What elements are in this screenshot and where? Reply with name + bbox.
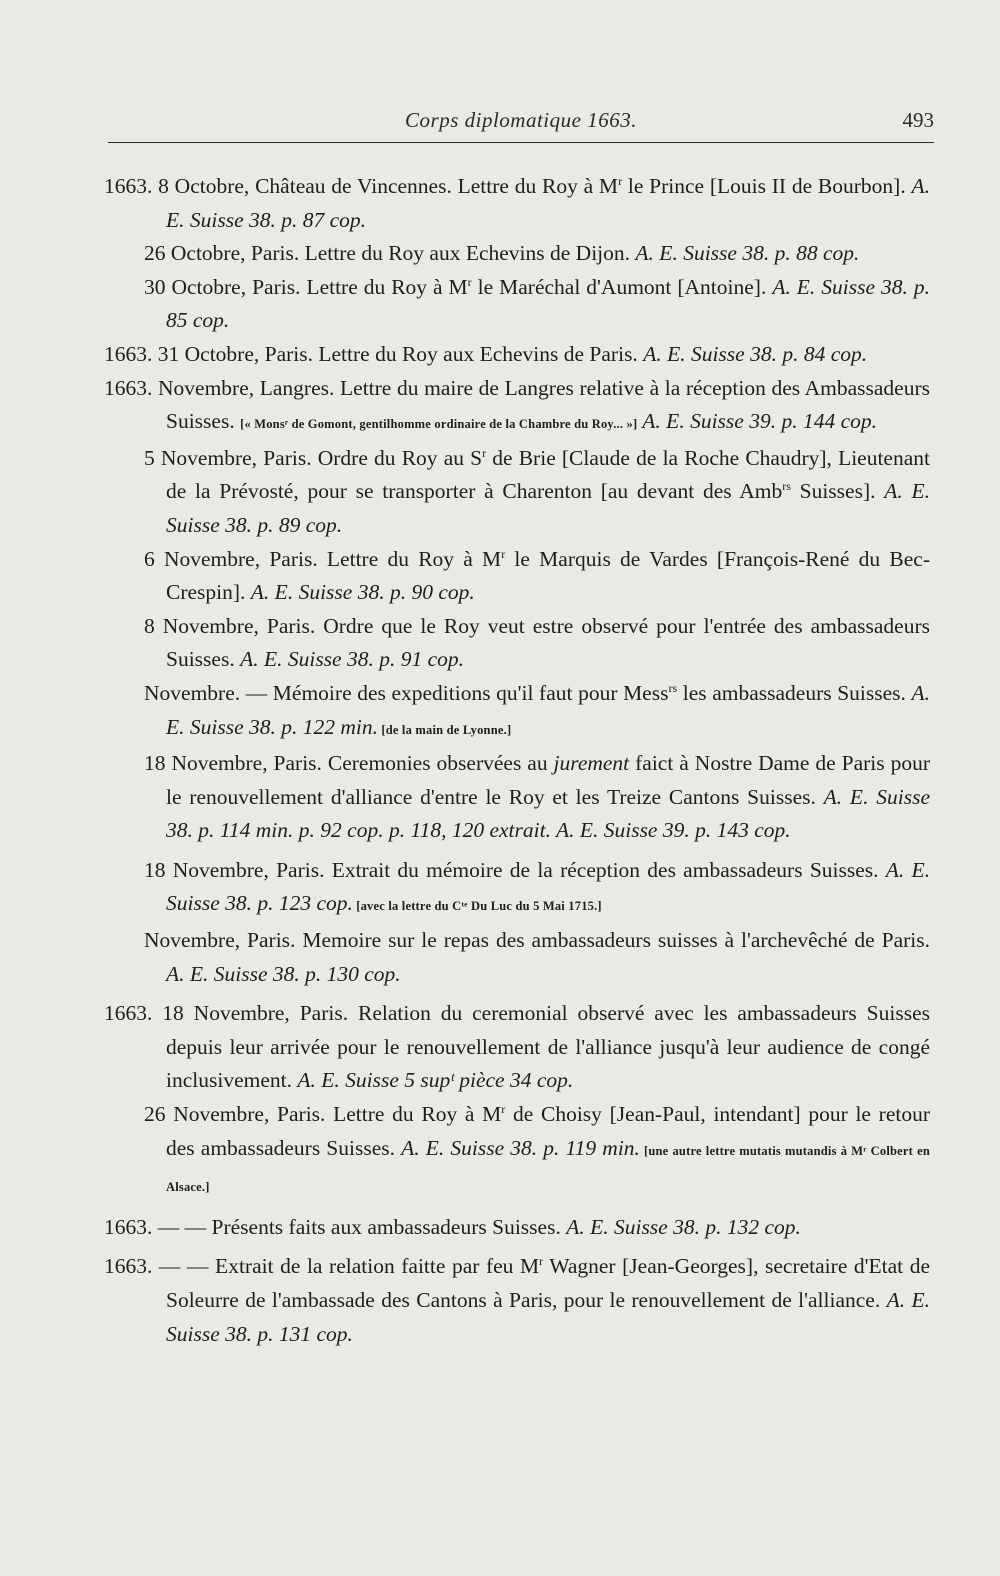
list-item <box>104 271 930 338</box>
list-item <box>104 237 930 271</box>
entry-reference: A. E. Suisse 38. p. 90 cop. <box>250 580 475 605</box>
entry-reference: A. E. Suisse 38. p. 119 min. <box>401 1135 640 1160</box>
entry-superscript: r <box>482 445 487 460</box>
entry-text: Présents faits aux ambassadeurs Suisses. <box>206 1214 567 1239</box>
list-item <box>104 677 930 747</box>
entry-date: 6 Novembre, Paris. <box>144 546 318 571</box>
entry-reference: A. E. Suisse 38. p. 130 cop. <box>166 961 401 986</box>
entry-superscript: rs <box>782 479 791 494</box>
entry-date: 1663. — — <box>104 1214 207 1239</box>
entry-text: — Mémoire des expeditions qu'il faut pour Mess <box>240 680 669 705</box>
entry-reference: A. E. Suisse 38. p. 123 cop. <box>166 857 930 916</box>
list-item <box>104 1098 930 1205</box>
entry-text: Extrait de la relation faitte par feu M <box>208 1254 540 1279</box>
entry-date: 26 Novembre, Paris. <box>144 1102 326 1127</box>
entry-text: faict à Nostre Dame de Paris pour le renouvellement d'alliance d'entre le Roy et les Treize Cantons Suisses. <box>166 751 930 809</box>
entry-reference: A. E. Suisse 38. p. 91 cop. <box>240 647 465 672</box>
list-item <box>104 924 930 991</box>
list-item <box>104 1250 930 1351</box>
entry-date: 1663. 18 Novembre, Paris. <box>104 1001 349 1026</box>
entry-text: Lettre du maire de Langres relative à la réception des Ambassadeurs Suisses. <box>166 375 930 434</box>
entry-text: le Marquis de Vardes [François-René du Bec-Crespin]. <box>166 546 930 605</box>
entry-superscript: r <box>539 1254 544 1269</box>
entry-date: 5 Novembre, Paris. <box>144 445 312 470</box>
entry-date: 18 Novembre, Paris. <box>144 751 322 776</box>
list-item <box>104 372 930 442</box>
entry-superscript: r <box>501 1101 506 1116</box>
entry-date: 26 Octobre, Paris. <box>144 241 300 266</box>
list-item <box>104 543 930 610</box>
entry-text: Ordre que le Roy veut estre observé pour l'entrée des ambassadeurs Suisses. <box>166 613 930 672</box>
entry-date: 1663. 31 Octobre, Paris. <box>104 341 313 366</box>
entry-text: Lettre du Roy aux Echevins de Dijon. <box>299 241 636 266</box>
entry-text: Lettre du Roy à M <box>451 174 619 198</box>
entry-reference: A. E. Suisse 38. p. 132 cop. <box>566 1214 801 1239</box>
entry-date: 1663. 8 Octobre, Château de Vincennes. <box>104 174 452 198</box>
entry-reference: A. E. Suisse 38. p. 89 cop. <box>166 479 930 537</box>
list-item <box>104 854 930 924</box>
page-header <box>108 108 934 143</box>
entry-text: de Brie [Claude de la Roche Chaudry], Lieutenant de la Prévosté, pour se transporter à Charenton [au devant des Amb <box>166 445 930 504</box>
entry-note: [une autre lettre mutatis mutandis à Mʳ Colbert en Alsace.] <box>166 1143 931 1195</box>
entry-reference: A. E. Suisse 38. p. 85 cop. <box>166 274 930 333</box>
running-title: Corps diplomatique 1663. <box>405 108 637 132</box>
list-item <box>104 442 930 543</box>
entry-date: 1663. Novembre, Langres. <box>104 375 335 400</box>
entry-reference: A. E. Suisse 38. p. 122 min. <box>166 680 930 739</box>
list-item <box>104 1211 930 1245</box>
entry-superscript: r <box>501 546 506 561</box>
list-item <box>104 747 930 848</box>
entry-superscript: r <box>467 274 472 289</box>
entry-date: 18 Novembre, Paris. <box>144 857 325 882</box>
list-item <box>104 610 930 677</box>
entry-text: Suisses]. <box>790 479 885 504</box>
entry-date: 8 Novembre, Paris. <box>144 613 316 638</box>
entry-date: 1663. — — <box>104 1254 209 1279</box>
entry-reference: A. E. Suisse 39. p. 144 cop. <box>637 409 877 434</box>
entry-text: Lettre du Roy à M <box>317 546 502 571</box>
entry-reference: A. E. Suisse 38. p. 131 cop. <box>166 1288 930 1346</box>
entry-text: le Maréchal d'Aumont [Antoine]. <box>471 274 773 299</box>
entry-date: Novembre, Paris. <box>144 928 296 953</box>
entry-text: le Prince [Louis II de Bourbon]. <box>622 174 912 198</box>
entry-date: 30 Octobre, Paris. <box>144 274 301 299</box>
entry-reference: A. E. Suisse 38. p. 88 cop. <box>635 241 860 266</box>
entry-reference: A. E. Suisse 38. p. 84 cop. <box>643 341 868 366</box>
entry-note: [« Monsʳ de Gomont, gentilhomme ordinaire de la Chambre du Roy... »] <box>240 417 638 432</box>
entry-reference: A. E. Suisse 5 supᵗ pièce 34 cop. <box>297 1068 574 1093</box>
page-number: 493 <box>902 108 934 132</box>
entry-list <box>104 170 930 1351</box>
list-item <box>104 338 930 372</box>
list-item <box>104 170 930 237</box>
entry-text: de Choisy [Jean-Paul, intendant] pour le retour des ambassadeurs Suisses. <box>166 1102 930 1160</box>
entry-text: Lettre du Roy aux Echevins de Paris. <box>313 341 644 366</box>
entry-note: [de la main de Lyonne.] <box>378 722 512 737</box>
entry-text: Ceremonies observées au <box>321 751 554 776</box>
entry-text: Ordre du Roy au S <box>311 445 483 470</box>
entry-text: Relation du ceremonial observé avec les ambassadeurs Suisses depuis leur arrivée pour le renouvellement de l'alliance jusqu'à leur audience de congé inclusivement. <box>166 1001 930 1093</box>
entry-text: Extrait du mémoire de la réception des ambassadeurs Suisses. <box>324 857 886 882</box>
entry-superscript: rs <box>668 680 678 695</box>
entry-reference: A. E. Suisse 38. p. 87 cop. <box>166 174 931 232</box>
entry-emphasis: jurement <box>553 751 630 776</box>
entry-reference: A. E. Suisse 38. p. 114 min. p. 92 cop. p. 118, 120 extrait. A. E. Suisse 39. p. 143 cop. <box>166 784 930 843</box>
entry-text: Memoire sur le repas des ambassadeurs suisses à l'archevêché de Paris. <box>295 928 930 953</box>
entry-text: les ambassadeurs Suisses. <box>677 680 912 705</box>
entry-text: Lettre du Roy à M <box>300 274 468 299</box>
entry-superscript: r <box>618 173 623 188</box>
entry-text: Wagner [Jean-Georges], secretaire d'Etat de Soleurre de l'ambassade des Cantons à Paris, pour le renouvellement de l'alliance. <box>166 1254 931 1312</box>
entry-note: [avec la lettre du Cᵗᵉ Du Luc du 5 Mai 1715.] <box>352 899 602 914</box>
list-item <box>104 997 930 1098</box>
entry-date: Novembre. <box>144 680 241 705</box>
entry-text: Lettre du Roy à M <box>325 1102 502 1127</box>
